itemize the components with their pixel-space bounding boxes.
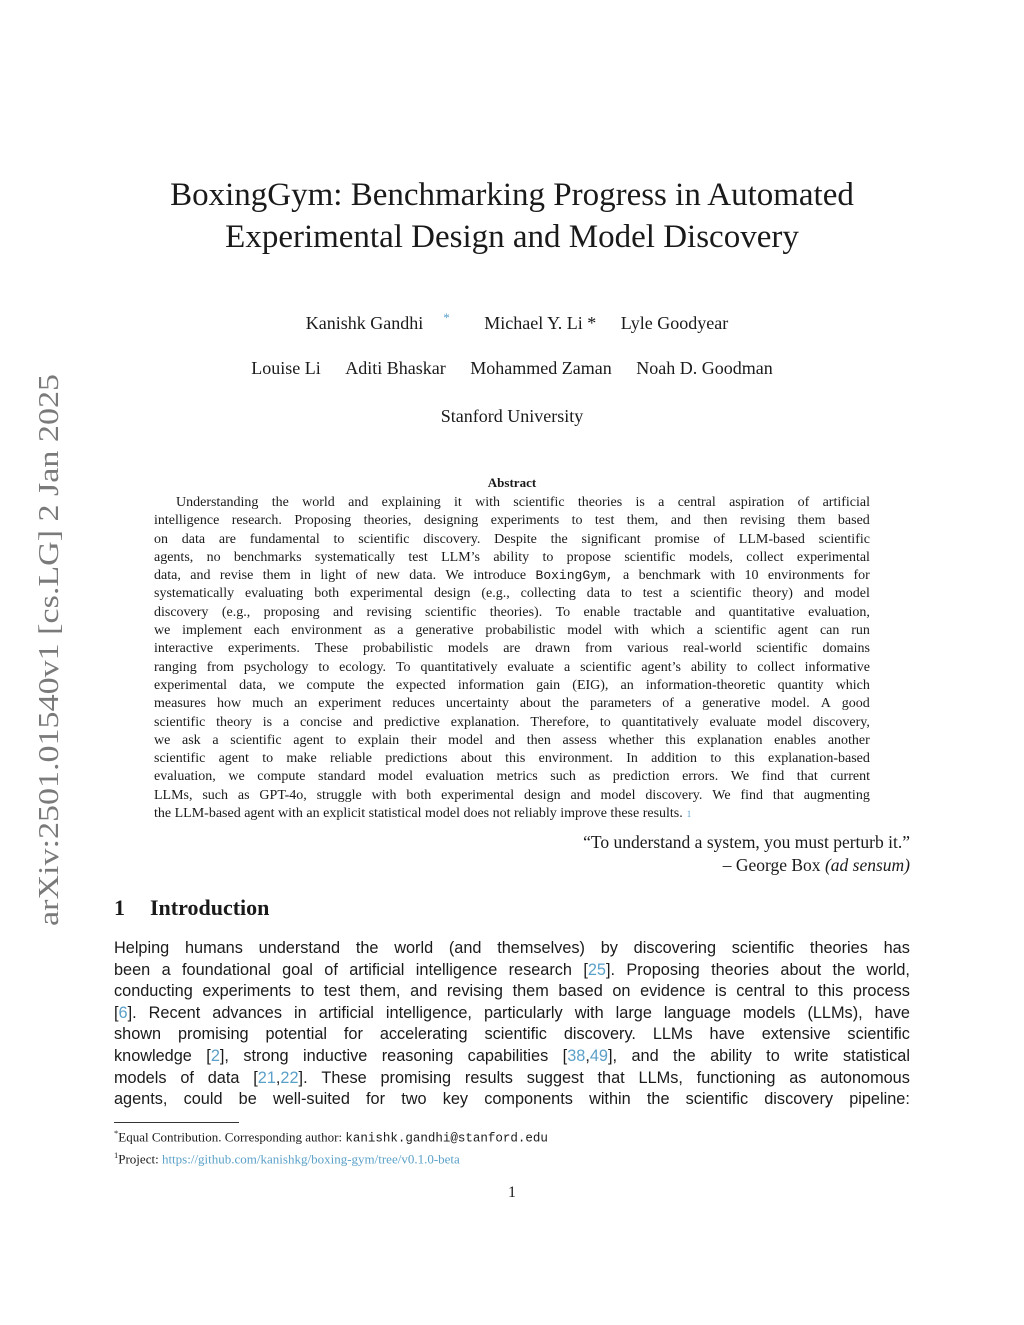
equal-contribution-mark[interactable]: * — [443, 310, 450, 325]
section-heading — [114, 895, 269, 921]
intro-line: models of data [21,22]. These promising results suggest that LLMs, functioning as autonomous — [114, 1068, 910, 1087]
abstract-line: interactive experiments. These probabilistic models are drawn from various real-world scientific domains — [154, 641, 870, 657]
abstract-line: experimental data, we compute the expected information gain (EIG), an information-theoretic quantity which — [154, 677, 870, 693]
abstract-line: LLMs, such as GPT-4o, struggle with both experimental design and model discovery. We find that augmenting — [154, 787, 870, 803]
citation-link[interactable]: 6 — [118, 1003, 128, 1022]
abstract-body — [154, 494, 870, 823]
benchmark-code-name: BoxingGym, — [535, 568, 614, 584]
abstract-line: scientific agent to make reliable predictions about this environment. In addition to this explanation-based — [154, 751, 870, 767]
section-title: Introduction — [150, 895, 270, 920]
author: Kanishk Gandhi * — [305, 310, 450, 333]
title-line-2: Experimental Design and Model Discovery — [225, 219, 799, 255]
title-line-1: BoxingGym: Benchmarking Progress in Automated — [170, 177, 854, 213]
project-link[interactable]: https://github.com/kanishkg/boxing-gym/tree/v0.1.0-beta — [161, 1151, 460, 1167]
intro-line: shown promising potential for accelerating scientific discovery. LLMs have extensive scientific — [114, 1025, 910, 1044]
footnote-rule — [114, 1122, 239, 1123]
author: Mohammed Zaman — [470, 358, 612, 378]
citation-link[interactable]: 21 — [257, 1068, 276, 1087]
intro-line: agents, could be well-suited for two key components within the scientific discovery pipeline: — [114, 1090, 910, 1109]
abstract-line: data, and revise them in light of new data. We introduce BoxingGym, a benchmark with 10 environments for — [154, 567, 870, 585]
abstract-line: systematically evaluating both experimental design (e.g., collecting data to test a scientific theory) and model — [154, 586, 870, 602]
affiliation: Stanford University — [440, 406, 584, 426]
author: Michael Y. Li * — [484, 313, 597, 333]
arxiv-stamp — [22, 370, 72, 930]
epigraph-text: “To understand a system, you must perturb it.” — [583, 832, 910, 852]
author: Aditi Bhaskar — [345, 358, 446, 378]
citation-link[interactable]: 38 — [567, 1046, 586, 1065]
abstract-line: measures how much an experiment reduces uncertainty about the parameters of a generative model. A good — [154, 696, 870, 712]
author: Louise Li — [251, 358, 321, 378]
epigraph-attribution-italic: (ad sensum) — [824, 855, 910, 875]
abstract-line: we implement each environment as a generative probabilistic model with which a scientific agent can run — [154, 623, 870, 639]
footnote-2: $^1$Project: https://github.com/kanishkg/boxing-gym/tree/v0.1.0-beta — [114, 1150, 460, 1167]
intro-line: [6]. Recent advances in artificial intelligence, particularly with large language models (LLMs), have — [114, 1003, 910, 1022]
intro-line: been a foundational goal of artificial intelligence research [25]. Proposing theories about the world, — [114, 960, 910, 979]
abstract-line: evaluation, we compute standard model evaluation metrics such as prediction errors. We find that current — [154, 769, 870, 785]
citation-link[interactable]: 49 — [589, 1046, 608, 1065]
footnotes — [114, 1125, 548, 1168]
epigraph-attribution: – George Box (ad sensum) — [722, 855, 910, 875]
intro-line: conducting experiments to test them, and revising them based on evidence is central to this process — [114, 982, 910, 1001]
intro-line: knowledge [2], strong inductive reasoning capabilities [38,49], and the ability to write statistical — [114, 1046, 910, 1065]
citation-link[interactable]: 2 — [210, 1046, 220, 1065]
abstract-line: on data are fundamental to scientific discovery. Despite the significant promise of LLM-based scientific — [154, 531, 870, 547]
page-number: 1 — [508, 1184, 516, 1201]
abstract-line: ranging from psychology to ecology. To quantitatively evaluate a scientific agent’s ability to collect informative — [154, 659, 870, 675]
abstract-line: scientific theory is a concise and predictive explanation. Therefore, to quantitatively evaluate model discovery, — [154, 714, 870, 730]
citation-link[interactable]: 25 — [587, 960, 606, 979]
author-row-2 — [110, 358, 914, 379]
paper-title — [110, 174, 914, 258]
author: Noah D. Goodman — [636, 358, 773, 378]
section-number: 1 — [114, 895, 125, 920]
author-row-1 — [110, 310, 914, 334]
abstract-line: discovery (e.g., proposing and revising scientific theories). To enable tractable and quantitative evaluation, — [154, 604, 870, 620]
intro-paragraph — [114, 938, 910, 1111]
abstract-heading: Abstract — [487, 475, 537, 490]
abstract-line: intelligence research. Proposing theories, designing experiments to test them, and then revising them based — [154, 513, 870, 529]
footnote-1: *Equal Contribution. Corresponding author: kanishk.gandhi@stanford.edu — [114, 1128, 548, 1146]
citation-link[interactable]: 22 — [280, 1068, 299, 1087]
epigraph — [583, 831, 910, 877]
abstract-line: the LLM-based agent with an explicit statistical model does not reliably improve these results. 1 — [154, 805, 870, 823]
intro-line: Helping humans understand the world (and themselves) by discovering scientific theories has — [114, 939, 910, 957]
footnote-mark: 1 — [686, 809, 692, 820]
author: Lyle Goodyear — [620, 313, 729, 333]
abstract-line: we ask a scientific agent to explain their model and then assess whether this explanation enables another — [154, 732, 870, 748]
abstract-line: Understanding the world and explaining it with scientific theories is a central aspiration of artificial — [176, 495, 870, 510]
abstract-line: agents, no benchmarks systematically test LLM’s ability to propose scientific models, collect experimental — [154, 549, 870, 565]
arxiv-stamp-text: arXiv:2501.01540v1 [cs.LG] 2 Jan 2025 — [33, 455, 65, 926]
author-email[interactable]: kanishk.gandhi@stanford.edu — [345, 1131, 548, 1146]
